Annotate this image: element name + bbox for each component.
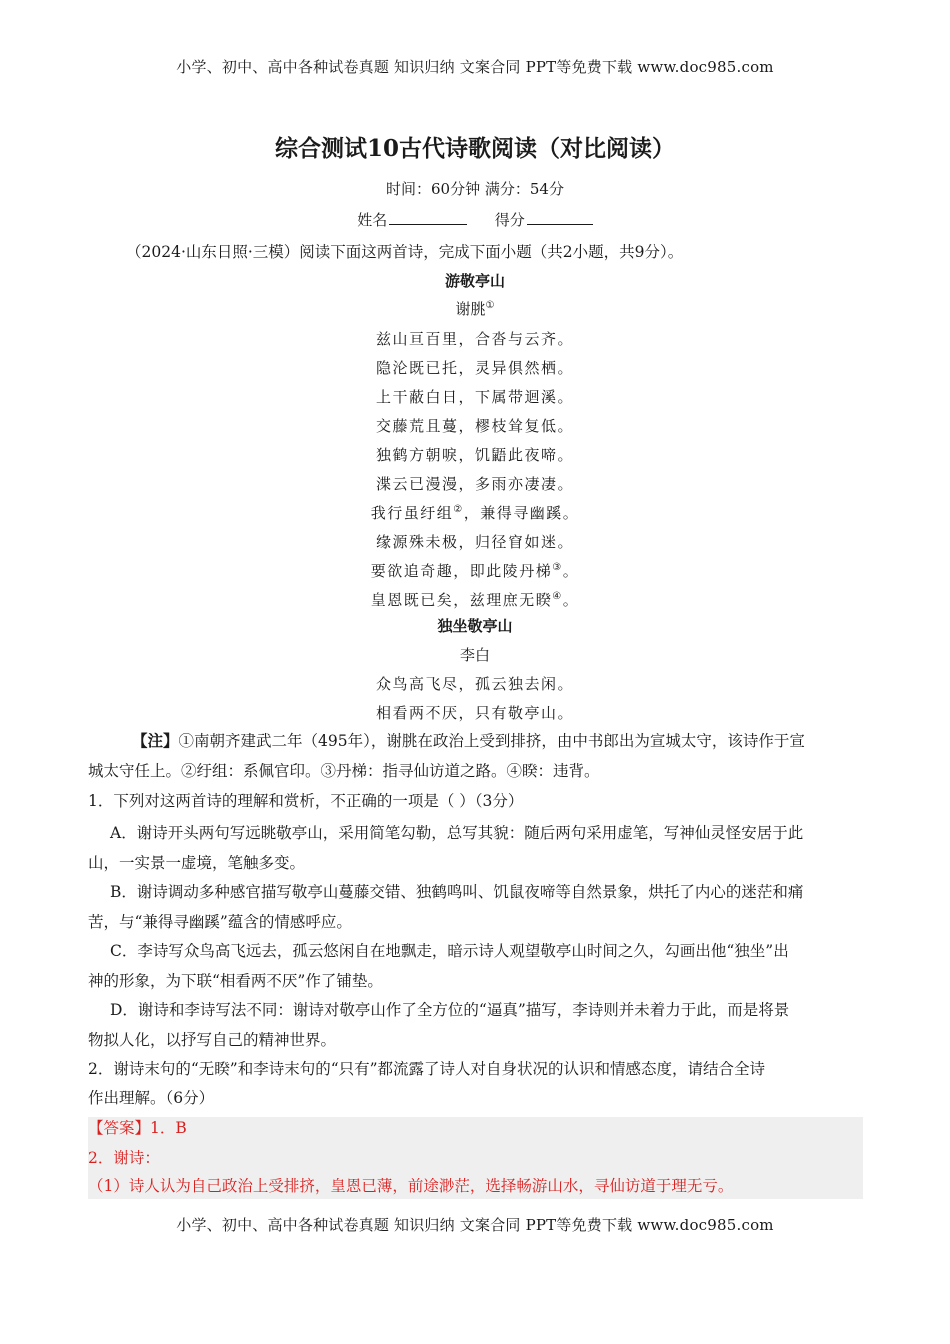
poem1-line-tail: ，兼得寻幽蹊。 — [463, 504, 580, 522]
poem1-line-text: 我行虽纡组 — [370, 504, 454, 522]
poem1-line — [0, 531, 950, 552]
answer-line-2: 2．谢诗： — [88, 1149, 160, 1167]
option-d-line1: D．谢诗和李诗写法不同：谢诗对敬亭山作了全方位的“逼真”描写，李诗则并未着力于此，而是将景 — [110, 1001, 790, 1019]
note-text-1: ①南朝齐建武二年（495年），谢朓在政治上受到排挤，由中书郎出为宣城太守，该诗作于宣 — [178, 732, 805, 750]
poem1-line-text: 兹山亘百里，合沓与云齐。 — [375, 330, 574, 348]
poem1-title: 游敬亭山 — [444, 272, 505, 290]
poem1-line-text: 独鹤方朝唳，饥鼯此夜啼。 — [375, 446, 574, 464]
poem2-line: 相看两不厌，只有敬亭山。 — [375, 704, 574, 722]
poem1-line — [0, 589, 950, 610]
poem1-line — [0, 357, 950, 378]
poem1-line-text: 上干蔽白日，下属带迴溪。 — [375, 388, 574, 406]
poem1-line — [0, 473, 950, 494]
name-score-line — [0, 209, 950, 230]
poem1-line-text: 缘源殊未极，归径窅如迷。 — [375, 533, 574, 551]
option-b-line2: 苦，与“兼得寻幽蹊”蕴含的情感呼应。 — [88, 913, 352, 931]
option-c-line2: 神的形象，为下联“相看两不厌”作了铺垫。 — [88, 972, 383, 990]
poem2-line: 众鸟高飞尽，孤云独去闲。 — [375, 675, 574, 693]
note-line-1 — [88, 726, 863, 756]
poem1-line — [0, 386, 950, 407]
question-2-line2: 作出理解。（6分） — [88, 1089, 215, 1107]
answer-line-3: （1）诗人认为自己政治上受排挤，皇恩已薄，前途渺茫，选择畅游山水，寻仙访道于理无亏。 — [88, 1177, 734, 1195]
poem1-author-name: 谢朓 — [455, 300, 486, 318]
page-header: 小学、初中、高中各种试卷真题 知识归纳 文案合同 PPT等免费下载 www.doc985.com — [176, 58, 774, 76]
poem1-line-note: ② — [453, 504, 464, 515]
poem2-author: 李白 — [459, 646, 490, 664]
poem1-line-text: 交藤荒且蔓，樛枝耸复低。 — [375, 417, 574, 435]
intro-text: （2024·山东日照·三模）阅读下面这两首诗，完成下面小题（共2小题，共9分）。 — [126, 243, 684, 261]
note-label: 【注】 — [132, 731, 179, 750]
poem1-line — [0, 415, 950, 436]
poem1-line-note: ③ — [552, 562, 563, 573]
question-2-line1: 2．谢诗末句的“无睽”和李诗末句的“只有”都流露了诗人对自身状况的认识和情感态度，请结合全诗 — [88, 1060, 766, 1078]
poem1-line-note: ④ — [552, 591, 563, 602]
poem1-line — [0, 444, 950, 465]
poem2-title: 独坐敬亭山 — [437, 617, 513, 635]
question-1: 1．下列对这两首诗的理解和赏析，不正确的一项是（ ）（3分） — [88, 792, 524, 810]
poem1-author — [0, 298, 950, 319]
option-a-line2: 山，一实景一虚境，笔触多变。 — [88, 854, 306, 872]
option-a-line1: A．谢诗开头两句写远眺敬亭山，采用简笔勾勒，总写其貌：随后两句采用虚笔，写神仙灵怪安居于此 — [110, 824, 804, 842]
poem1-line-tail: 。 — [562, 591, 580, 609]
note-line-2: 城太守任上。②纡组：系佩官印。③丹梯：指寻仙访道之路。④睽：违背。 — [88, 762, 600, 780]
poem1-line-tail: 。 — [562, 562, 580, 580]
option-c-line1: C．李诗写众鸟高飞远去，孤云悠闲自在地飘走，暗示诗人观望敬亭山时间之久，勾画出他“独坐”出 — [110, 942, 789, 960]
name-blank — [389, 210, 467, 225]
score-blank — [527, 210, 593, 225]
name-label: 姓名 — [357, 211, 388, 229]
answer-line-1: 【答案】1．B — [88, 1119, 187, 1137]
poem1-line-text: 隐沦既已托，灵异俱然栖。 — [375, 359, 574, 377]
poem1-line — [0, 560, 950, 581]
poem1-line — [0, 502, 950, 523]
poem1-line-text: 皇恩既已矣，兹理庶无睽 — [370, 591, 553, 609]
poem1-author-note: ① — [485, 300, 495, 311]
time-score-line: 时间：60分钟 满分：54分 — [386, 180, 564, 198]
option-b-line1: B．谢诗调动多种感官描写敬亭山蔓藤交错、独鹤鸣叫、饥鼠夜啼等自然景象，烘托了内心的迷茫和痛 — [110, 883, 804, 901]
option-d-line2: 物拟人化，以抒写自己的精神世界。 — [88, 1031, 337, 1049]
page-footer: 小学、初中、高中各种试卷真题 知识归纳 文案合同 PPT等免费下载 www.doc985.com — [176, 1216, 774, 1234]
poem1-line-text: 要欲追奇趣，即此陵丹梯 — [370, 562, 553, 580]
page-title: 综合测试10古代诗歌阅读（对比阅读） — [274, 135, 675, 162]
poem1-line-text: 渫云已漫漫，多雨亦凄凄。 — [375, 475, 574, 493]
poem1-line — [0, 328, 950, 349]
score-label: 得分 — [494, 211, 525, 229]
